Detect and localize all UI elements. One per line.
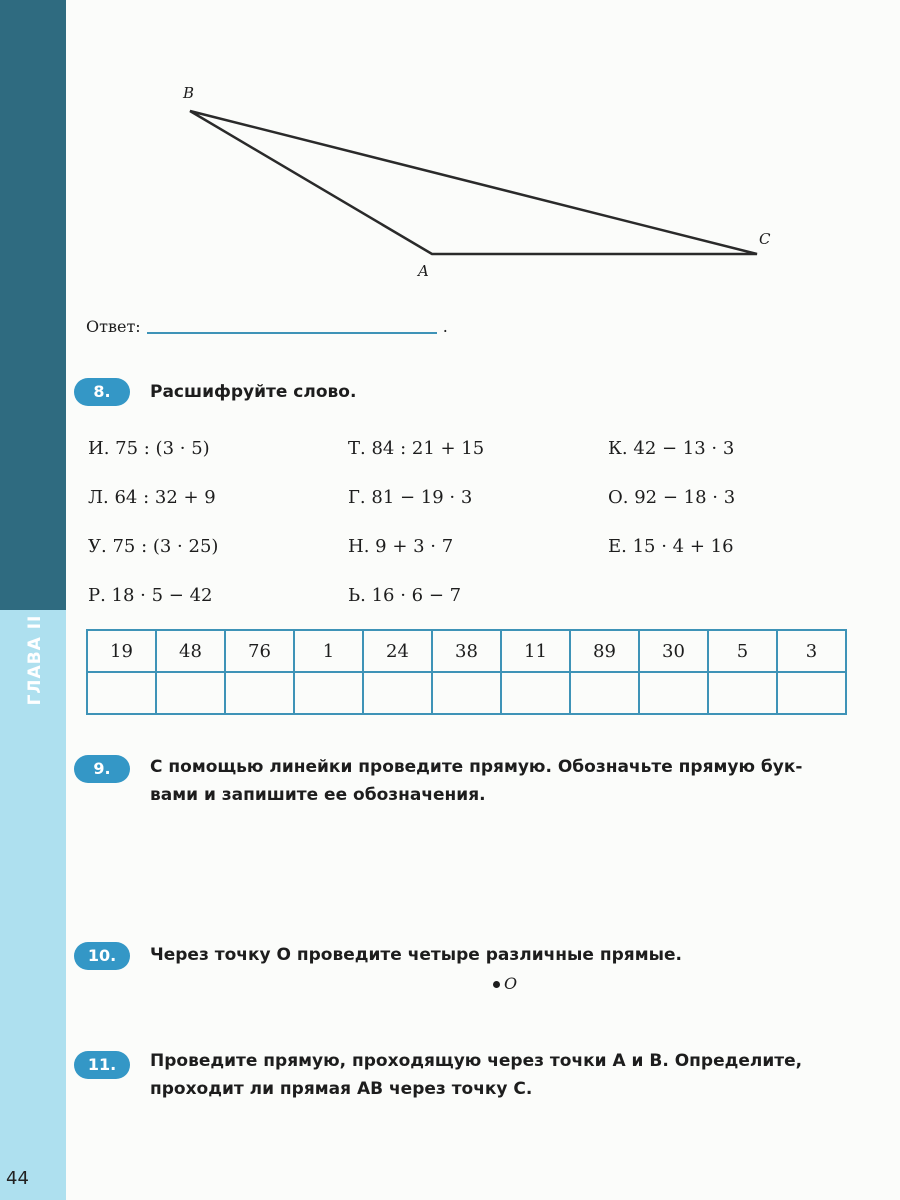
page-number: 44 [6,1168,29,1189]
triangle-figure [0,0,900,300]
expression: Н. 9 + 3 · 7 [348,536,454,557]
expression: Г. 81 − 19 · 3 [348,487,473,508]
expression: Ь. 16 · 6 − 7 [348,585,462,606]
table-cell-answer[interactable] [363,672,432,714]
answer-label: Ответ: [86,317,141,336]
table-cell-number: 3 [777,630,846,672]
expression: К. 42 − 13 · 3 [608,438,735,459]
table-cell-answer[interactable] [708,672,777,714]
point-o-dot [493,981,500,988]
task-11-line-2: проходит ли прямая AB через точку C. [150,1079,533,1099]
task-11-line-1: Проведите прямую, проходящую через точки A и B. Определите, [150,1051,803,1071]
table-row-numbers [87,630,846,672]
task-9-line-2: вами и запишите ее обозначения. [150,785,486,805]
expression: И. 75 : (3 · 5) [88,438,210,459]
table-cell-answer[interactable] [294,672,363,714]
table-cell-number: 48 [156,630,225,672]
task-10-number: 10. [74,942,130,970]
table-cell-number: 19 [87,630,156,672]
table-cell-answer[interactable] [639,672,708,714]
task-11-number: 11. [74,1051,130,1079]
expression: О. 92 − 18 · 3 [608,487,736,508]
table-cell-number: 76 [225,630,294,672]
expression: Л. 64 : 32 + 9 [88,487,216,508]
table-cell-answer[interactable] [225,672,294,714]
table-cell-answer[interactable] [87,672,156,714]
triangle-abc [190,111,757,254]
point-label-b: B [183,84,195,102]
table-cell-answer[interactable] [156,672,225,714]
table-cell-answer[interactable] [501,672,570,714]
table-cell-number: 5 [708,630,777,672]
table-cell-number: 24 [363,630,432,672]
table-row-answers [87,672,846,714]
table-cell-answer[interactable] [570,672,639,714]
task-8-text: Расшифруйте слово. [150,382,357,402]
expression: Р. 18 · 5 − 42 [88,585,213,606]
task-9-number: 9. [74,755,130,783]
table-cell-number: 89 [570,630,639,672]
expression: Е. 15 · 4 + 16 [608,536,734,557]
table-cell-number: 1 [294,630,363,672]
point-o: O [493,974,517,993]
task-10-text: Через точку O проведите четыре различные прямые. [150,945,682,965]
table-cell-number: 11 [501,630,570,672]
table-cell-number: 38 [432,630,501,672]
task-9-line-1: С помощью линейки проведите прямую. Обозначьте прямую бук- [150,757,803,777]
table-cell-number: 30 [639,630,708,672]
cipher-table [86,629,847,715]
answer-row: Ответ: . [86,317,448,336]
table-cell-answer[interactable] [777,672,846,714]
point-label-a: A [418,262,429,280]
chapter-tab: ГЛАВА II [25,614,45,706]
expression: У. 75 : (3 · 25) [88,536,219,557]
task-8-number: 8. [74,378,130,406]
table-cell-answer[interactable] [432,672,501,714]
expression: Т. 84 : 21 + 15 [348,438,485,459]
answer-line[interactable] [147,332,437,334]
point-label-c: C [759,230,771,248]
